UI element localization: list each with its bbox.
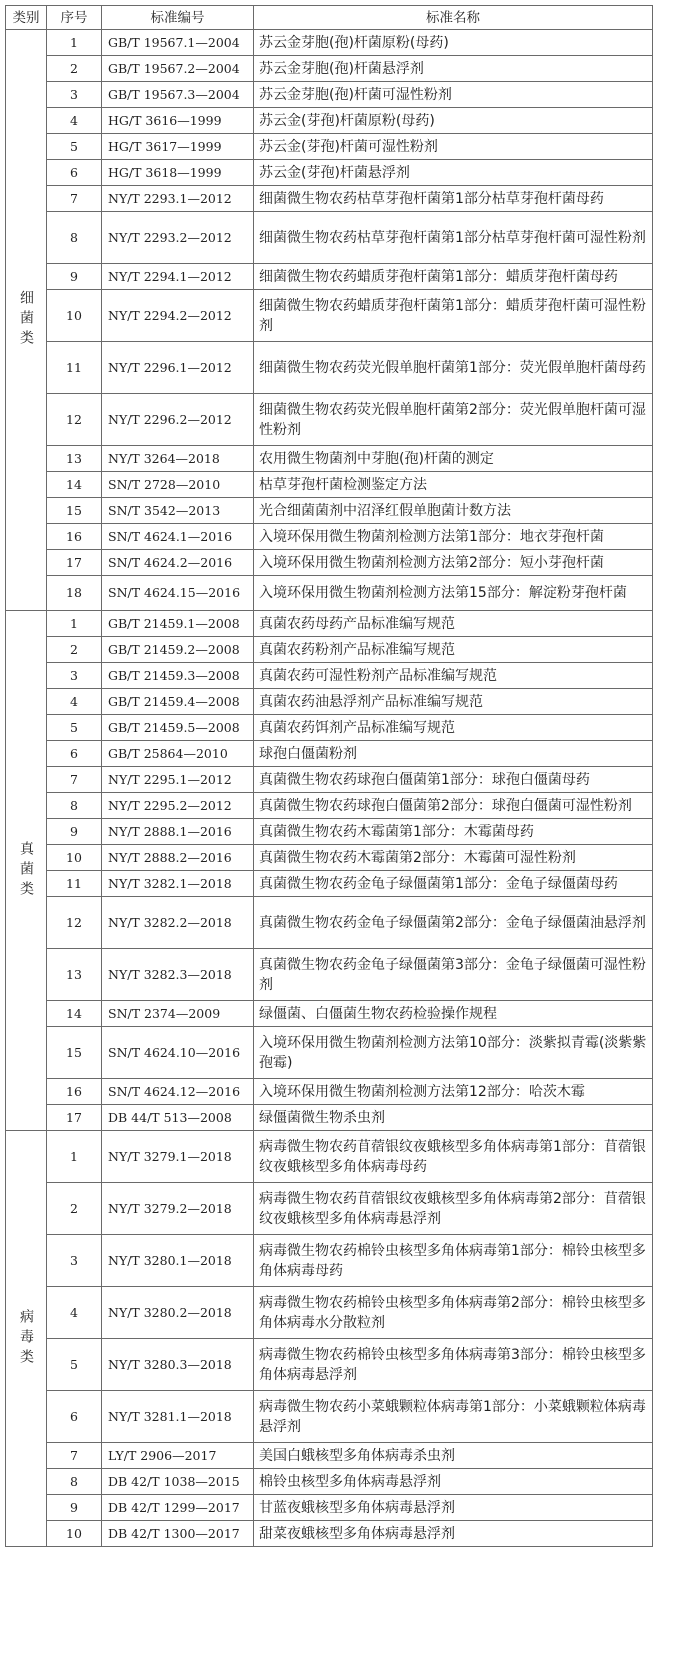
table-header-row <box>6 6 653 30</box>
code-cell: NY/T 2888.1—2016 <box>102 819 254 845</box>
table-row <box>6 264 653 290</box>
code-cell: NY/T 2296.2—2012 <box>102 394 254 446</box>
name-cell: 美国白蛾核型多角体病毒杀虫剂 <box>254 1443 653 1469</box>
code-cell: SN/T 4624.1—2016 <box>102 524 254 550</box>
name-cell: 苏云金芽胞(孢)杆菌可湿性粉剂 <box>254 82 653 108</box>
code-cell: NY/T 2294.2—2012 <box>102 290 254 342</box>
seq-cell: 11 <box>47 871 102 897</box>
seq-cell: 1 <box>47 30 102 56</box>
table-row <box>6 394 653 446</box>
seq-cell: 3 <box>47 82 102 108</box>
seq-cell: 15 <box>47 498 102 524</box>
table-row <box>6 160 653 186</box>
seq-cell: 1 <box>47 611 102 637</box>
name-cell: 苏云金芽胞(孢)杆菌悬浮剂 <box>254 56 653 82</box>
code-cell: GB/T 19567.2—2004 <box>102 56 254 82</box>
table-row <box>6 1443 653 1469</box>
seq-cell: 12 <box>47 897 102 949</box>
name-cell: 苏云金(芽孢)杆菌原粉(母药) <box>254 108 653 134</box>
table-row <box>6 819 653 845</box>
name-cell: 细菌微生物农药枯草芽孢杆菌第1部分枯草芽孢杆菌母药 <box>254 186 653 212</box>
table-row <box>6 1287 653 1339</box>
name-cell: 真菌农药可湿性粉剂产品标准编写规范 <box>254 663 653 689</box>
table-row <box>6 1183 653 1235</box>
seq-cell: 3 <box>47 663 102 689</box>
table-row <box>6 1469 653 1495</box>
name-cell: 病毒微生物农药苜蓿银纹夜蛾核型多角体病毒第1部分：苜蓿银纹夜蛾核型多角体病毒母药 <box>254 1131 653 1183</box>
name-cell: 真菌农药母药产品标准编写规范 <box>254 611 653 637</box>
seq-cell: 8 <box>47 212 102 264</box>
name-cell: 苏云金芽胞(孢)杆菌原粉(母药) <box>254 30 653 56</box>
table-row <box>6 498 653 524</box>
table-row <box>6 949 653 1001</box>
code-cell: SN/T 4624.10—2016 <box>102 1027 254 1079</box>
table-row <box>6 1495 653 1521</box>
table-row <box>6 550 653 576</box>
table-row <box>6 1131 653 1183</box>
code-cell: HG/T 3616—1999 <box>102 108 254 134</box>
name-cell: 枯草芽孢杆菌检测鉴定方法 <box>254 472 653 498</box>
code-cell: GB/T 21459.3—2008 <box>102 663 254 689</box>
seq-cell: 4 <box>47 108 102 134</box>
seq-cell: 8 <box>47 1469 102 1495</box>
code-cell: NY/T 2293.1—2012 <box>102 186 254 212</box>
seq-cell: 6 <box>47 741 102 767</box>
code-cell: GB/T 19567.3—2004 <box>102 82 254 108</box>
seq-cell: 5 <box>47 715 102 741</box>
code-cell: NY/T 3282.3—2018 <box>102 949 254 1001</box>
code-cell: GB/T 21459.1—2008 <box>102 611 254 637</box>
seq-cell: 7 <box>47 186 102 212</box>
header-code: 标准编号 <box>102 6 254 30</box>
code-cell: NY/T 2293.2—2012 <box>102 212 254 264</box>
code-cell: DB 42/T 1038—2015 <box>102 1469 254 1495</box>
name-cell: 入境环保用微生物菌剂检测方法第15部分：解淀粉芽孢杆菌 <box>254 576 653 611</box>
code-cell: GB/T 19567.1—2004 <box>102 30 254 56</box>
header-category: 类别 <box>6 6 47 30</box>
code-cell: NY/T 3281.1—2018 <box>102 1391 254 1443</box>
seq-cell: 4 <box>47 689 102 715</box>
seq-cell: 1 <box>47 1131 102 1183</box>
code-cell: HG/T 3617—1999 <box>102 134 254 160</box>
code-cell: NY/T 3279.2—2018 <box>102 1183 254 1235</box>
code-cell: NY/T 3282.1—2018 <box>102 871 254 897</box>
seq-cell: 12 <box>47 394 102 446</box>
seq-cell: 6 <box>47 160 102 186</box>
table-row <box>6 446 653 472</box>
category-cell: 细菌类 <box>6 30 47 611</box>
table-row <box>6 1001 653 1027</box>
code-cell: GB/T 21459.2—2008 <box>102 637 254 663</box>
name-cell: 绿僵菌、白僵菌生物农药检验操作规程 <box>254 1001 653 1027</box>
code-cell: SN/T 4624.2—2016 <box>102 550 254 576</box>
name-cell: 病毒微生物农药苜蓿银纹夜蛾核型多角体病毒第2部分：苜蓿银纹夜蛾核型多角体病毒悬浮剂 <box>254 1183 653 1235</box>
code-cell: SN/T 2728—2010 <box>102 472 254 498</box>
table-row <box>6 472 653 498</box>
seq-cell: 9 <box>47 1495 102 1521</box>
name-cell: 真菌微生物农药球孢白僵菌第2部分：球孢白僵菌可湿性粉剂 <box>254 793 653 819</box>
name-cell: 真菌农药粉剂产品标准编写规范 <box>254 637 653 663</box>
name-cell: 绿僵菌微生物杀虫剂 <box>254 1105 653 1131</box>
category-cell: 病毒类 <box>6 1131 47 1547</box>
table-row <box>6 871 653 897</box>
table-row <box>6 767 653 793</box>
name-cell: 棉铃虫核型多角体病毒悬浮剂 <box>254 1469 653 1495</box>
seq-cell: 10 <box>47 1521 102 1547</box>
code-cell: NY/T 2294.1—2012 <box>102 264 254 290</box>
table-row <box>6 108 653 134</box>
code-cell: NY/T 3280.1—2018 <box>102 1235 254 1287</box>
name-cell: 入境环保用微生物菌剂检测方法第10部分：淡紫拟青霉(淡紫紫孢霉) <box>254 1027 653 1079</box>
seq-cell: 16 <box>47 524 102 550</box>
seq-cell: 9 <box>47 819 102 845</box>
seq-cell: 2 <box>47 56 102 82</box>
table-row <box>6 741 653 767</box>
seq-cell: 8 <box>47 793 102 819</box>
header-seq: 序号 <box>47 6 102 30</box>
name-cell: 农用微生物菌剂中芽胞(孢)杆菌的测定 <box>254 446 653 472</box>
name-cell: 入境环保用微生物菌剂检测方法第1部分：地衣芽孢杆菌 <box>254 524 653 550</box>
name-cell: 真菌农药饵剂产品标准编写规范 <box>254 715 653 741</box>
code-cell: NY/T 3279.1—2018 <box>102 1131 254 1183</box>
name-cell: 真菌微生物农药木霉菌第1部分：木霉菌母药 <box>254 819 653 845</box>
code-cell: SN/T 4624.15—2016 <box>102 576 254 611</box>
seq-cell: 7 <box>47 767 102 793</box>
seq-cell: 14 <box>47 1001 102 1027</box>
code-cell: GB/T 21459.5—2008 <box>102 715 254 741</box>
table-row <box>6 30 653 56</box>
code-cell: NY/T 2295.2—2012 <box>102 793 254 819</box>
seq-cell: 17 <box>47 550 102 576</box>
name-cell: 病毒微生物农药棉铃虫核型多角体病毒第1部分：棉铃虫核型多角体病毒母药 <box>254 1235 653 1287</box>
name-cell: 病毒微生物农药小菜蛾颗粒体病毒第1部分：小菜蛾颗粒体病毒悬浮剂 <box>254 1391 653 1443</box>
table-row <box>6 1339 653 1391</box>
table-row <box>6 342 653 394</box>
seq-cell: 17 <box>47 1105 102 1131</box>
table-row <box>6 611 653 637</box>
table-row <box>6 689 653 715</box>
name-cell: 细菌微生物农药荧光假单胞杆菌第1部分：荧光假单胞杆菌母药 <box>254 342 653 394</box>
seq-cell: 6 <box>47 1391 102 1443</box>
table-row <box>6 576 653 611</box>
table-row <box>6 290 653 342</box>
name-cell: 球孢白僵菌粉剂 <box>254 741 653 767</box>
name-cell: 入境环保用微生物菌剂检测方法第12部分：哈茨木霉 <box>254 1079 653 1105</box>
name-cell: 真菌微生物农药球孢白僵菌第1部分：球孢白僵菌母药 <box>254 767 653 793</box>
seq-cell: 10 <box>47 290 102 342</box>
table-row <box>6 524 653 550</box>
code-cell: NY/T 3264—2018 <box>102 446 254 472</box>
code-cell: DB 44/T 513—2008 <box>102 1105 254 1131</box>
seq-cell: 15 <box>47 1027 102 1079</box>
name-cell: 甜菜夜蛾核型多角体病毒悬浮剂 <box>254 1521 653 1547</box>
code-cell: GB/T 25864—2010 <box>102 741 254 767</box>
table-body <box>6 30 653 1547</box>
name-cell: 细菌微生物农药蜡质芽孢杆菌第1部分：蜡质芽孢杆菌可湿性粉剂 <box>254 290 653 342</box>
table-row <box>6 1079 653 1105</box>
code-cell: NY/T 3282.2—2018 <box>102 897 254 949</box>
header-name: 标准名称 <box>254 6 653 30</box>
table-row <box>6 1027 653 1079</box>
table-row <box>6 56 653 82</box>
name-cell: 真菌微生物农药金龟子绿僵菌第3部分：金龟子绿僵菌可湿性粉剂 <box>254 949 653 1001</box>
code-cell: NY/T 3280.3—2018 <box>102 1339 254 1391</box>
seq-cell: 4 <box>47 1287 102 1339</box>
name-cell: 苏云金(芽孢)杆菌悬浮剂 <box>254 160 653 186</box>
name-cell: 苏云金(芽孢)杆菌可湿性粉剂 <box>254 134 653 160</box>
code-cell: NY/T 2888.2—2016 <box>102 845 254 871</box>
table-row <box>6 186 653 212</box>
name-cell: 病毒微生物农药棉铃虫核型多角体病毒第2部分：棉铃虫核型多角体病毒水分散粒剂 <box>254 1287 653 1339</box>
seq-cell: 7 <box>47 1443 102 1469</box>
table-row <box>6 212 653 264</box>
seq-cell: 2 <box>47 637 102 663</box>
table-row <box>6 134 653 160</box>
name-cell: 光合细菌菌剂中沼泽红假单胞菌计数方法 <box>254 498 653 524</box>
table-row <box>6 897 653 949</box>
name-cell: 真菌微生物农药木霉菌第2部分：木霉菌可湿性粉剂 <box>254 845 653 871</box>
table-row <box>6 1521 653 1547</box>
seq-cell: 10 <box>47 845 102 871</box>
seq-cell: 9 <box>47 264 102 290</box>
seq-cell: 5 <box>47 134 102 160</box>
code-cell: SN/T 2374—2009 <box>102 1001 254 1027</box>
table-row <box>6 82 653 108</box>
name-cell: 细菌微生物农药荧光假单胞杆菌第2部分：荧光假单胞杆菌可湿性粉剂 <box>254 394 653 446</box>
code-cell: NY/T 3280.2—2018 <box>102 1287 254 1339</box>
table-row <box>6 715 653 741</box>
seq-cell: 11 <box>47 342 102 394</box>
name-cell: 甘蓝夜蛾核型多角体病毒悬浮剂 <box>254 1495 653 1521</box>
code-cell: SN/T 4624.12—2016 <box>102 1079 254 1105</box>
table-row <box>6 845 653 871</box>
seq-cell: 3 <box>47 1235 102 1287</box>
seq-cell: 14 <box>47 472 102 498</box>
name-cell: 真菌微生物农药金龟子绿僵菌第2部分：金龟子绿僵菌油悬浮剂 <box>254 897 653 949</box>
seq-cell: 13 <box>47 446 102 472</box>
seq-cell: 5 <box>47 1339 102 1391</box>
name-cell: 真菌农药油悬浮剂产品标准编写规范 <box>254 689 653 715</box>
seq-cell: 13 <box>47 949 102 1001</box>
name-cell: 细菌微生物农药蜡质芽孢杆菌第1部分：蜡质芽孢杆菌母药 <box>254 264 653 290</box>
category-cell: 真菌类 <box>6 611 47 1131</box>
seq-cell: 18 <box>47 576 102 611</box>
code-cell: LY/T 2906—2017 <box>102 1443 254 1469</box>
code-cell: NY/T 2295.1—2012 <box>102 767 254 793</box>
seq-cell: 2 <box>47 1183 102 1235</box>
table-row <box>6 793 653 819</box>
name-cell: 病毒微生物农药棉铃虫核型多角体病毒第3部分：棉铃虫核型多角体病毒悬浮剂 <box>254 1339 653 1391</box>
table-row <box>6 1235 653 1287</box>
name-cell: 真菌微生物农药金龟子绿僵菌第1部分：金龟子绿僵菌母药 <box>254 871 653 897</box>
code-cell: DB 42/T 1300—2017 <box>102 1521 254 1547</box>
seq-cell: 16 <box>47 1079 102 1105</box>
table-row <box>6 663 653 689</box>
table-row <box>6 1105 653 1131</box>
code-cell: DB 42/T 1299—2017 <box>102 1495 254 1521</box>
code-cell: SN/T 3542—2013 <box>102 498 254 524</box>
name-cell: 细菌微生物农药枯草芽孢杆菌第1部分枯草芽孢杆菌可湿性粉剂 <box>254 212 653 264</box>
code-cell: GB/T 21459.4—2008 <box>102 689 254 715</box>
code-cell: HG/T 3618—1999 <box>102 160 254 186</box>
table-row <box>6 637 653 663</box>
table-row <box>6 1391 653 1443</box>
code-cell: NY/T 2296.1—2012 <box>102 342 254 394</box>
name-cell: 入境环保用微生物菌剂检测方法第2部分：短小芽孢杆菌 <box>254 550 653 576</box>
standards-table <box>5 5 653 1547</box>
